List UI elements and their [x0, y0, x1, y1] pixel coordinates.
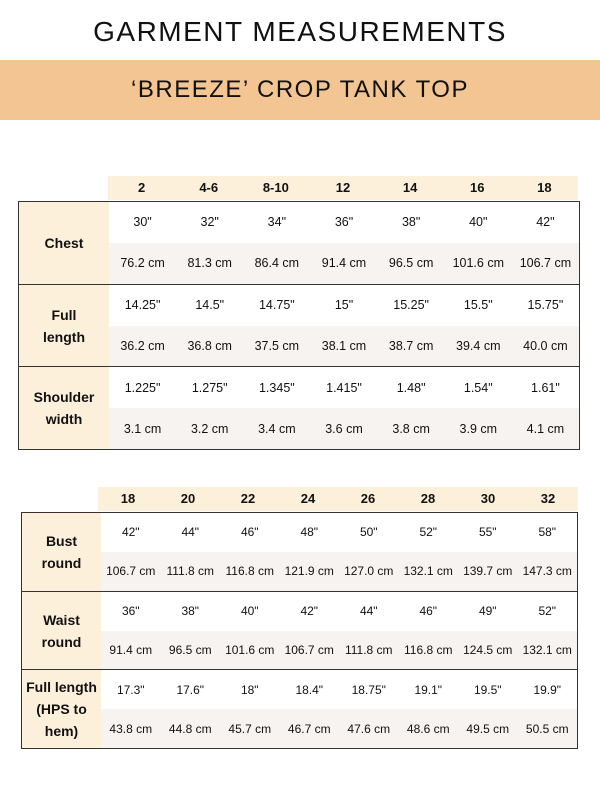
measurement-group	[22, 513, 577, 591]
row-label-line: Chest	[44, 234, 84, 251]
cm-value: 3.9 cm	[459, 421, 498, 436]
row-label-line: (HPS to	[36, 701, 87, 718]
inch-value: 32"	[200, 215, 219, 230]
cm-value: 127.0 cm	[344, 564, 394, 579]
inch-value: 15.75"	[527, 298, 564, 313]
inch-value: 40"	[240, 604, 259, 619]
inch-value: 14.5"	[195, 298, 225, 313]
inch-value: 1.54"	[463, 380, 493, 395]
cm-value: 38.7 cm	[388, 338, 434, 353]
value-rows	[101, 592, 577, 670]
cm-value: 91.4 cm	[109, 642, 153, 657]
cm-value: 50.5 cm	[525, 721, 569, 736]
cm-value: 101.6 cm	[225, 642, 275, 657]
row-label-text	[26, 676, 97, 742]
inches-row	[109, 285, 579, 326]
size-header: 24	[300, 491, 316, 506]
cm-value: 3.1 cm	[123, 421, 162, 436]
inch-value: 38"	[181, 604, 200, 619]
cm-value: 111.8 cm	[166, 564, 215, 579]
measurement-group	[19, 202, 579, 284]
inch-value: 48"	[300, 525, 319, 540]
size-header: 14	[402, 180, 418, 195]
value-rows	[101, 513, 577, 591]
inch-value: 46"	[240, 525, 259, 540]
row-label-line: Full	[51, 306, 77, 323]
product-banner: ‘BREEZE’ CROP TANK TOP	[0, 60, 600, 120]
inch-value: 1.61"	[531, 380, 560, 395]
cm-value: 111.8 cm	[344, 642, 393, 657]
row-label-line: Waist	[43, 611, 80, 628]
cm-row	[101, 631, 577, 670]
cm-row	[109, 243, 579, 284]
row-label-line: width	[45, 411, 83, 428]
cm-value: 81.3 cm	[187, 256, 232, 271]
inch-value: 44"	[359, 604, 378, 619]
value-rows	[109, 202, 579, 284]
cm-value: 3.8 cm	[392, 421, 430, 436]
cm-value: 4.1 cm	[526, 421, 565, 436]
row-label-line: Shoulder	[33, 389, 95, 406]
cm-value: 49.5 cm	[466, 721, 510, 736]
cm-value: 44.8 cm	[168, 721, 212, 736]
inch-value: 34"	[267, 215, 287, 230]
row-label-text	[34, 386, 95, 430]
inch-value: 1.345"	[258, 380, 295, 395]
cm-value: 36.8 cm	[187, 338, 232, 353]
inch-value: 30"	[133, 215, 152, 230]
cm-value: 116.8 cm	[225, 564, 274, 579]
inch-value: 58"	[538, 525, 557, 540]
inch-value: 36"	[334, 215, 354, 230]
row-label-line: hem)	[44, 723, 79, 740]
cm-value: 96.5 cm	[388, 256, 434, 271]
row-label	[22, 592, 101, 670]
row-label-line: Full length	[26, 679, 97, 696]
size-header: 18	[120, 491, 136, 506]
inch-value: 17.3"	[116, 682, 145, 697]
inches-row	[109, 367, 579, 408]
measurement-group	[22, 591, 577, 670]
value-rows	[109, 367, 579, 449]
inch-value: 38"	[401, 215, 421, 230]
cm-value: 3.6 cm	[325, 421, 363, 436]
cm-row	[101, 552, 577, 591]
inch-value: 44"	[181, 525, 200, 540]
cm-value: 48.6 cm	[406, 721, 450, 736]
row-label-text	[42, 530, 82, 574]
cm-value: 39.4 cm	[456, 338, 501, 353]
inch-value: 55"	[478, 525, 497, 540]
cm-value: 106.7 cm	[519, 256, 572, 271]
inch-value: 14.75"	[258, 298, 295, 313]
row-label-line: length	[43, 328, 85, 345]
cm-value: 43.8 cm	[109, 721, 153, 736]
cm-value: 124.5 cm	[463, 642, 513, 657]
cm-value: 3.4 cm	[258, 421, 296, 436]
cm-row	[109, 408, 579, 449]
measurement-group	[19, 284, 579, 367]
cm-value: 139.7 cm	[463, 564, 513, 579]
size-header: 22	[240, 491, 256, 506]
inch-value: 49"	[478, 604, 497, 619]
size-header: 18	[537, 180, 552, 195]
inch-value: 14.25"	[124, 298, 161, 313]
row-label	[19, 367, 109, 449]
row-label-line: round	[41, 633, 82, 650]
row-label	[19, 202, 109, 284]
page-title: GARMENT MEASUREMENTS	[93, 16, 507, 47]
row-label-text	[42, 609, 82, 653]
cm-value: 3.2 cm	[190, 421, 229, 436]
size-header: 32	[540, 491, 556, 506]
cm-row	[109, 326, 579, 367]
inch-value: 15.25"	[393, 298, 429, 313]
inch-value: 15"	[334, 298, 354, 313]
inch-value: 19.1"	[414, 682, 443, 697]
cm-value: 132.1 cm	[403, 564, 453, 579]
row-label-text	[43, 304, 85, 348]
cm-row	[101, 709, 577, 748]
inches-row	[101, 513, 577, 552]
cm-value: 76.2 cm	[120, 256, 165, 271]
inch-value: 15.5"	[463, 298, 493, 313]
row-label-line: round	[41, 554, 82, 571]
inch-value: 42"	[300, 604, 319, 619]
size-header: 30	[480, 491, 496, 506]
size-header: 26	[360, 491, 376, 506]
inch-value: 40"	[469, 215, 488, 230]
cm-value: 106.7 cm	[284, 642, 334, 657]
cm-value: 91.4 cm	[321, 256, 367, 271]
row-label	[19, 285, 109, 367]
cm-value: 116.8 cm	[404, 642, 453, 657]
cm-value: 38.1 cm	[321, 338, 367, 353]
cm-value: 36.2 cm	[120, 338, 165, 353]
inch-value: 46"	[419, 604, 438, 619]
inch-value: 1.275"	[191, 380, 228, 395]
row-label-text	[45, 232, 84, 254]
size-header: 16	[470, 180, 485, 195]
inch-value: 42"	[536, 215, 555, 230]
inch-value: 18"	[240, 682, 259, 697]
inches-row	[109, 202, 579, 243]
measurement-table	[18, 201, 580, 450]
cm-value: 86.4 cm	[254, 256, 300, 271]
measurement-table	[21, 512, 578, 749]
inch-value: 17.6"	[176, 682, 205, 697]
row-label	[22, 670, 101, 748]
value-rows	[109, 285, 579, 367]
size-header-row	[108, 176, 578, 200]
inches-row	[101, 592, 577, 631]
inch-value: 19.9"	[533, 682, 562, 697]
size-header: 4-6	[199, 180, 219, 195]
measurement-group	[22, 669, 577, 748]
size-header: 20	[180, 491, 196, 506]
size-header: 2	[137, 180, 146, 195]
cm-value: 46.7 cm	[287, 721, 331, 736]
size-header: 28	[420, 491, 436, 506]
inch-value: 19.5"	[473, 682, 502, 697]
cm-value: 96.5 cm	[168, 642, 212, 657]
inch-value: 18.75"	[351, 682, 386, 697]
cm-value: 147.3 cm	[522, 564, 572, 579]
inch-value: 1.415"	[326, 380, 362, 395]
inch-value: 50"	[359, 525, 378, 540]
size-header-row	[98, 487, 578, 511]
inch-value: 1.225"	[124, 380, 161, 395]
inch-value: 36"	[121, 604, 140, 619]
cm-value: 47.6 cm	[347, 721, 391, 736]
cm-value: 45.7 cm	[228, 721, 272, 736]
row-label	[22, 513, 101, 591]
inch-value: 18.4"	[295, 682, 324, 697]
cm-value: 37.5 cm	[254, 338, 300, 353]
inch-value: 1.48"	[396, 380, 426, 395]
cm-value: 40.0 cm	[523, 338, 568, 353]
cm-value: 132.1 cm	[522, 642, 572, 657]
inch-value: 52"	[419, 525, 438, 540]
cm-value: 101.6 cm	[452, 256, 504, 271]
row-label-line: Bust	[45, 532, 78, 549]
size-header: 8-10	[262, 180, 289, 195]
cm-value: 121.9 cm	[284, 564, 334, 579]
inch-value: 42"	[121, 525, 140, 540]
size-header: 12	[335, 180, 351, 195]
measurement-group	[19, 366, 579, 449]
inches-row	[101, 670, 577, 709]
value-rows	[101, 670, 577, 748]
inch-value: 52"	[538, 604, 557, 619]
cm-value: 106.7 cm	[106, 564, 156, 579]
